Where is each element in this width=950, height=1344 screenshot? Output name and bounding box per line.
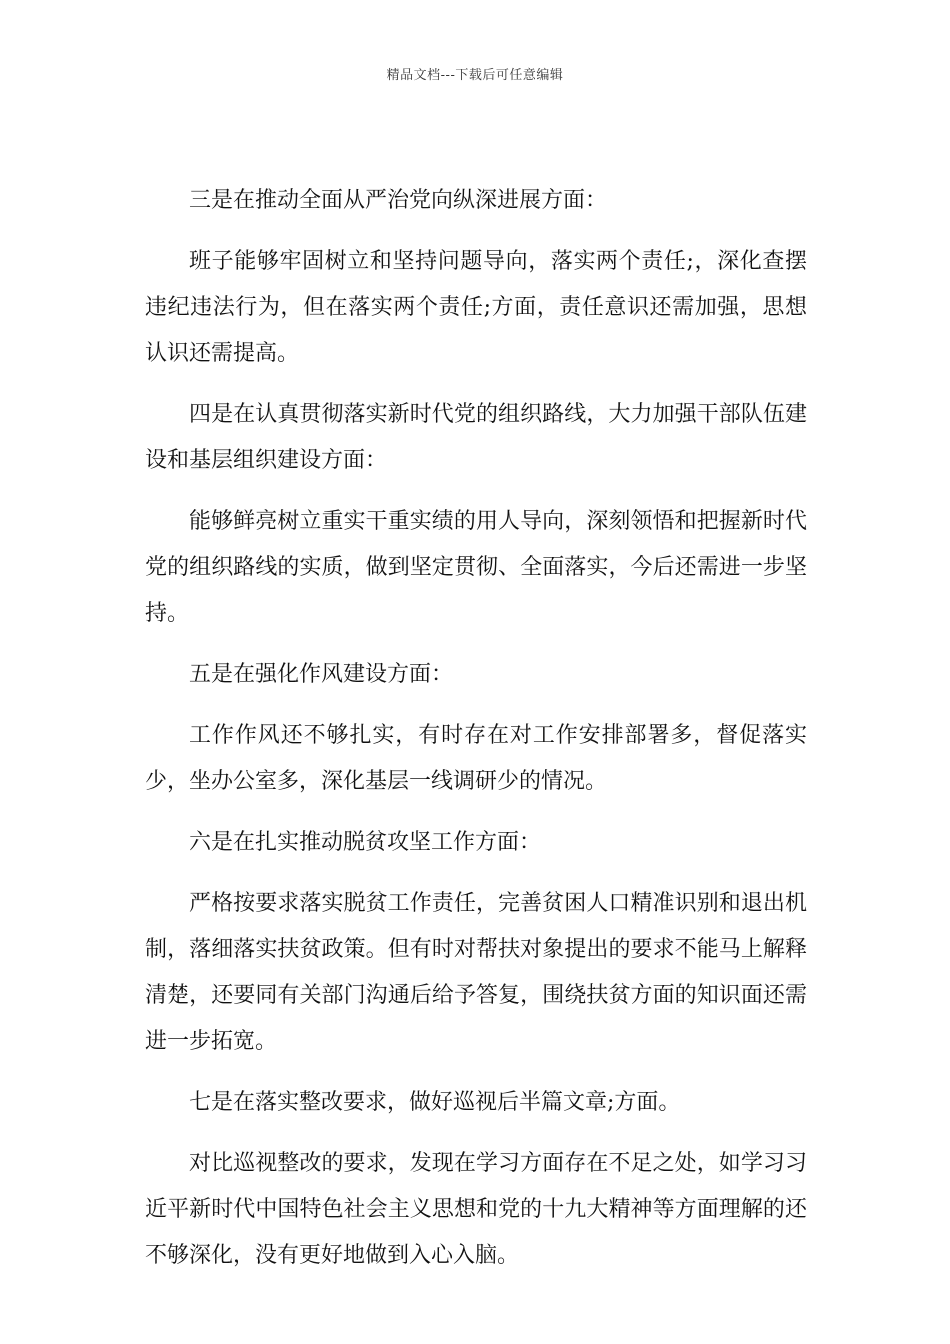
paragraph-section-seven-heading: 七是在落实整改要求，做好巡视后半篇文章;方面。 [189,1090,681,1115]
paragraph-section-three-heading: 三是在推动全面从严治党向纵深进展方面： [189,188,608,213]
document-body [145,178,807,1294]
page-header: 精品文档---下载后可任意编辑 [386,68,564,83]
paragraph-section-three-body: 班子能够牢固树立和坚持问题导向，落实两个责任;，深化查摆违纪违法行为，但在落实两个责任;方面，责任意识还需加强，思想认识还需提高。 [145,249,807,366]
paragraph-section-five-heading: 五是在强化作风建设方面： [189,662,454,687]
paragraph-section-seven-body: 对比巡视整改的要求，发现在学习方面存在不足之处，如学习习近平新时代中国特色社会主义思想和党的十九大精神等方面理解的还不够深化，没有更好地做到入心入脑。 [145,1151,807,1268]
paragraph-section-four-heading: 四是在认真贯彻落实新时代党的组织路线，大力加强干部队伍建设和基层组织建设方面： [145,402,807,473]
paragraph-section-six-heading: 六是在扎实推动脱贫攻坚工作方面： [189,830,542,855]
paragraph-section-six-body: 严格按要求落实脱贫工作责任，完善贫困人口精准识别和退出机制，落细落实扶贫政策。但有时对帮扶对象提出的要求不能马上解释清楚，还要同有关部门沟通后给予答复，围绕扶贫方面的知识面还需进一步拓宽。 [145,891,807,1054]
paragraph-section-five-body: 工作作风还不够扎实，有时存在对工作安排部署多，督促落实少，坐办公室多，深化基层一线调研少的情况。 [145,723,807,794]
paragraph-section-four-body: 能够鲜亮树立重实干重实绩的用人导向，深刻领悟和把握新时代党的组织路线的实质，做到坚定贯彻、全面落实，今后还需进一步坚持。 [145,509,807,626]
